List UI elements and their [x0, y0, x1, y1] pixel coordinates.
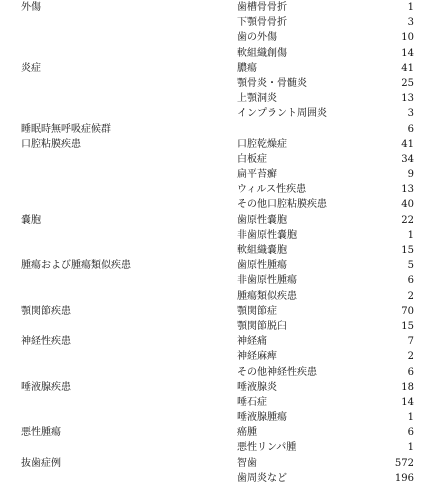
table-row — [0, 365, 424, 380]
table-row — [0, 46, 424, 61]
table-row — [0, 380, 424, 395]
case-count: 70 — [401, 305, 414, 317]
category-label: 口腔粘膜疾患 — [21, 138, 81, 150]
table-row — [0, 304, 424, 319]
case-count: 40 — [401, 199, 414, 211]
case-count: 1 — [407, 442, 414, 454]
category-label: 抜歯症例 — [21, 457, 61, 469]
subcategory-label: その他口腔粘膜疾患 — [237, 199, 327, 211]
subcategory-label: 腫瘍類似疾患 — [237, 290, 297, 302]
case-count: 1 — [407, 229, 414, 241]
table-row — [0, 440, 424, 455]
case-count: 13 — [401, 184, 414, 196]
category-label: 悪性腫瘍 — [21, 427, 61, 439]
case-count: 25 — [401, 77, 414, 89]
subcategory-label: 歯の外傷 — [237, 32, 277, 44]
subcategory-label: 上顎洞炎 — [237, 93, 277, 105]
case-count: 3 — [407, 17, 414, 29]
category-label: 睡眠時無呼吸症候群 — [21, 123, 111, 135]
subcategory-label: 癌腫 — [237, 427, 257, 439]
table-row — [0, 258, 424, 273]
case-count: 10 — [401, 32, 414, 44]
case-count: 41 — [401, 62, 414, 74]
case-count: 13 — [401, 93, 414, 105]
subcategory-label: 顎骨炎・骨髄炎 — [237, 77, 307, 89]
case-count: 14 — [401, 396, 414, 408]
case-count: 6 — [407, 275, 414, 287]
table-row — [0, 425, 424, 440]
case-count: 15 — [401, 245, 414, 256]
table-row — [0, 106, 424, 121]
category-label: 神経性疾患 — [21, 336, 71, 348]
subcategory-label: 下顎骨骨折 — [237, 17, 287, 29]
table-row — [0, 289, 424, 304]
case-count: 7 — [407, 336, 414, 348]
case-count: 15 — [401, 320, 414, 332]
subcategory-label: 神経麻痺 — [237, 351, 277, 363]
subcategory-label: 唾液腺炎 — [237, 381, 277, 393]
table-row — [0, 137, 424, 152]
table-row — [0, 91, 424, 106]
subcategory-label: 智歯 — [237, 457, 257, 469]
table-row — [0, 456, 424, 471]
subcategory-label: 非歯原性嚢胞 — [237, 229, 297, 241]
case-count: 14 — [401, 47, 414, 59]
table-row — [0, 349, 424, 364]
category-label: 外傷 — [21, 2, 41, 13]
case-count: 3 — [407, 108, 414, 120]
table-row — [0, 471, 424, 486]
category-label: 顎関節疾患 — [21, 305, 71, 317]
subcategory-label: その他神経性疾患 — [237, 366, 317, 378]
subcategory-label: 歯原性嚢胞 — [237, 214, 287, 226]
table-row — [0, 273, 424, 288]
case-count: 6 — [407, 366, 414, 378]
table-row — [0, 410, 424, 425]
subcategory-label: 顎関節症 — [237, 305, 277, 317]
table-row — [0, 243, 424, 258]
table-row — [0, 395, 424, 410]
category-label: 炎症 — [21, 62, 41, 74]
table-row — [0, 334, 424, 349]
subcategory-label: 唾石症 — [237, 396, 267, 408]
table-row — [0, 197, 424, 212]
case-count: 18 — [401, 381, 414, 393]
table-row — [0, 319, 424, 334]
case-count: 196 — [394, 472, 414, 484]
table-row — [0, 152, 424, 167]
case-count: 41 — [401, 138, 414, 150]
case-count: 5 — [407, 260, 414, 272]
case-count: 22 — [401, 214, 414, 226]
subcategory-label: ウィルス性疾患 — [237, 184, 307, 196]
subcategory-label: 白板症 — [237, 153, 267, 165]
table-row — [0, 15, 424, 30]
subcategory-label: 非歯原性腫瘍 — [237, 275, 297, 287]
table-row — [0, 61, 424, 76]
case-count: 9 — [407, 169, 414, 181]
table-row — [0, 0, 424, 15]
table-row — [0, 122, 424, 137]
table-row — [0, 182, 424, 197]
category-label: 唾液腺疾患 — [21, 381, 71, 393]
subcategory-label: 神経痛 — [237, 336, 267, 348]
case-count: 1 — [407, 2, 414, 13]
subcategory-label: 膿瘍 — [237, 62, 257, 74]
table-row — [0, 167, 424, 182]
subcategory-label: 悪性リンパ腫 — [237, 442, 297, 454]
subcategory-label: 軟組織嚢胞 — [237, 245, 287, 256]
subcategory-label: 唾液腺腫瘍 — [237, 412, 287, 424]
table-row — [0, 30, 424, 45]
subcategory-label: 軟組織創傷 — [237, 47, 287, 59]
subcategory-label: インプラント周囲炎 — [237, 108, 327, 120]
table-row — [0, 213, 424, 228]
subcategory-label: 歯原性腫瘍 — [237, 260, 287, 272]
subcategory-label: 口腔乾燥症 — [237, 138, 287, 150]
case-count: 2 — [407, 351, 414, 363]
category-label: 腫瘍および腫瘍類似疾患 — [21, 260, 131, 272]
case-count: 572 — [394, 457, 414, 469]
case-count: 2 — [407, 290, 414, 302]
case-count: 34 — [401, 153, 414, 165]
case-count: 1 — [407, 412, 414, 424]
case-count: 6 — [407, 123, 414, 135]
subcategory-label: 扁平苔癬 — [237, 169, 277, 181]
subcategory-label: 歯槽骨骨折 — [237, 2, 287, 13]
subcategory-label: 歯周炎など — [237, 472, 287, 484]
table-row — [0, 76, 424, 91]
case-count: 6 — [407, 427, 414, 439]
table-row — [0, 228, 424, 243]
subcategory-label: 顎関節脱臼 — [237, 320, 287, 332]
category-label: 嚢胞 — [21, 214, 41, 226]
